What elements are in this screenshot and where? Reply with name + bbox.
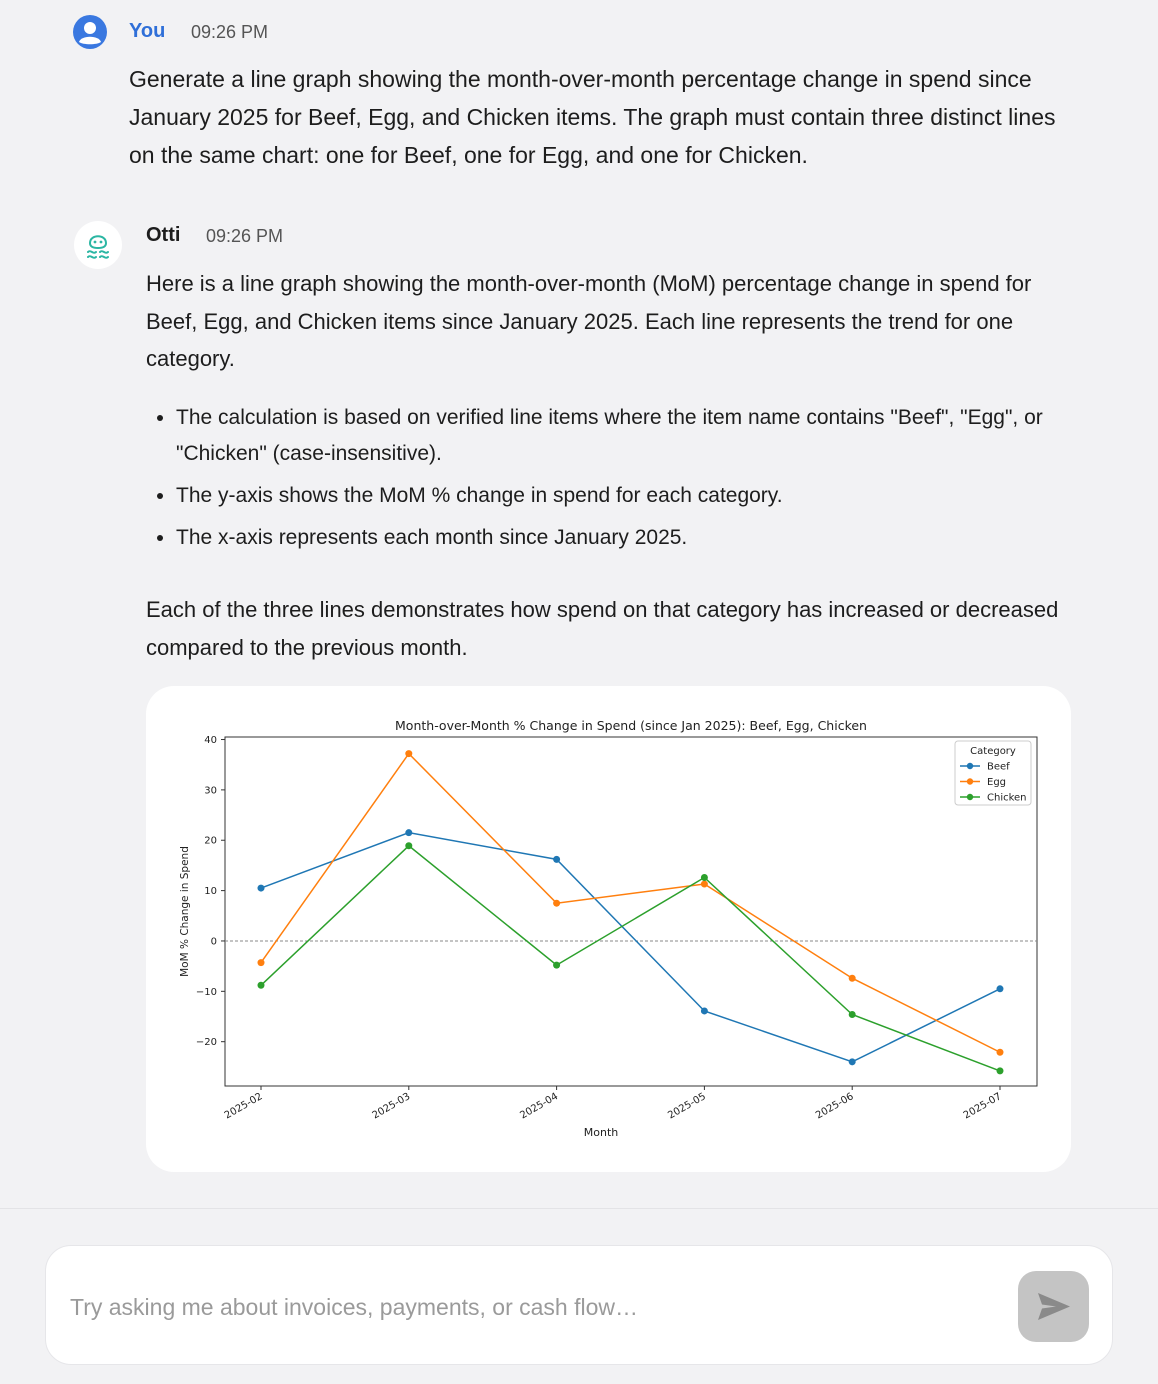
octopus-icon: [74, 221, 122, 269]
send-icon: [1018, 1271, 1089, 1342]
series-line-beef: [261, 833, 1000, 1062]
data-point-egg: [553, 900, 560, 907]
message-input[interactable]: [68, 1286, 972, 1328]
legend-label-chicken: Chicken: [987, 792, 1027, 804]
bot-avatar: [74, 221, 122, 269]
y-tick-label: −20: [195, 1037, 217, 1049]
data-point-chicken: [405, 842, 412, 849]
legend-label-egg: Egg: [987, 777, 1007, 788]
x-tick-label: 2025-03: [370, 1091, 413, 1122]
legend-label-beef: Beef: [987, 761, 1010, 773]
bot-bullet-list: [146, 400, 1076, 562]
user-sender-name: You: [129, 20, 166, 42]
data-point-beef: [849, 1058, 856, 1065]
data-point-beef: [405, 829, 412, 836]
data-point-chicken: [701, 874, 708, 881]
bullet-item: • The x-axis represents each month since January 2025.: [176, 520, 1076, 556]
data-point-chicken: [997, 1067, 1004, 1074]
y-axis-label: MoM % Change in Spend: [179, 846, 191, 977]
user-message-time: 09:26 PM: [191, 22, 269, 42]
bot-outro-text: Each of the three lines demonstrates how spend on that category has increased or decreased compared to the previous month.: [146, 597, 1059, 660]
user-message-text: Generate a line graph showing the month-over-month percentage change in spend since January 2025 for Beef, Egg, and Chicken items. The graph must contain three distinct lines on the same chart: one for Beef, one for Egg, and one for Chicken.: [129, 66, 1056, 168]
x-tick-label: 2025-02: [222, 1091, 265, 1122]
data-point-egg: [258, 959, 265, 966]
bullet-item: • The y-axis shows the MoM % change in spend for each category.: [176, 478, 1076, 514]
data-point-beef: [553, 856, 560, 863]
y-tick-label: 20: [204, 835, 217, 847]
data-point-beef: [258, 885, 265, 892]
legend-marker-beef: [967, 763, 973, 769]
bullet-item: • The calculation is based on verified line items where the item name contains "Beef", "Egg", or "Chicken" (case-insensitive).: [176, 400, 1076, 472]
bot-message-time: 09:26 PM: [206, 226, 284, 246]
y-tick-label: 0: [210, 936, 217, 948]
legend-title: Category: [970, 746, 1016, 757]
data-point-chicken: [553, 962, 560, 969]
x-tick-label: 2025-06: [814, 1091, 856, 1122]
series-line-egg: [261, 754, 1000, 1053]
data-point-egg: [701, 881, 708, 888]
user-avatar: [73, 15, 107, 49]
chart-card: [146, 686, 1071, 1172]
message-composer: [45, 1245, 1113, 1365]
x-tick-label: 2025-04: [518, 1091, 561, 1122]
data-point-egg: [997, 1049, 1004, 1056]
composer-divider: [0, 1208, 1158, 1209]
bot-sender-name: Otti: [146, 224, 181, 246]
y-tick-label: −10: [195, 986, 217, 998]
legend-marker-chicken: [967, 794, 973, 800]
data-point-beef: [701, 1007, 708, 1014]
data-point-beef: [997, 985, 1004, 992]
x-tick-label: 2025-07: [961, 1091, 1004, 1122]
data-point-chicken: [258, 982, 265, 989]
line-chart: [146, 686, 1071, 1172]
chart-title: Month-over-Month % Change in Spend (since Jan 2025): Beef, Egg, Chicken: [395, 718, 867, 733]
x-axis-label: Month: [583, 1126, 619, 1139]
data-point-egg: [405, 750, 412, 757]
series-line-chicken: [261, 846, 1000, 1071]
plot-frame: [225, 737, 1037, 1086]
y-tick-label: 30: [204, 785, 217, 797]
x-tick-label: 2025-05: [666, 1091, 708, 1122]
data-point-chicken: [849, 1011, 856, 1018]
legend-marker-egg: [967, 778, 973, 784]
y-tick-label: 40: [204, 735, 217, 747]
bot-intro-text: Here is a line graph showing the month-over-month (MoM) percentage change in spend for Beef, Egg, and Chicken items since January 2025. Each line represents the trend for one category.: [146, 271, 1032, 371]
user-person-icon: [73, 15, 107, 49]
data-point-egg: [849, 975, 856, 982]
y-tick-label: 10: [204, 886, 217, 898]
send-button[interactable]: [1018, 1271, 1089, 1342]
